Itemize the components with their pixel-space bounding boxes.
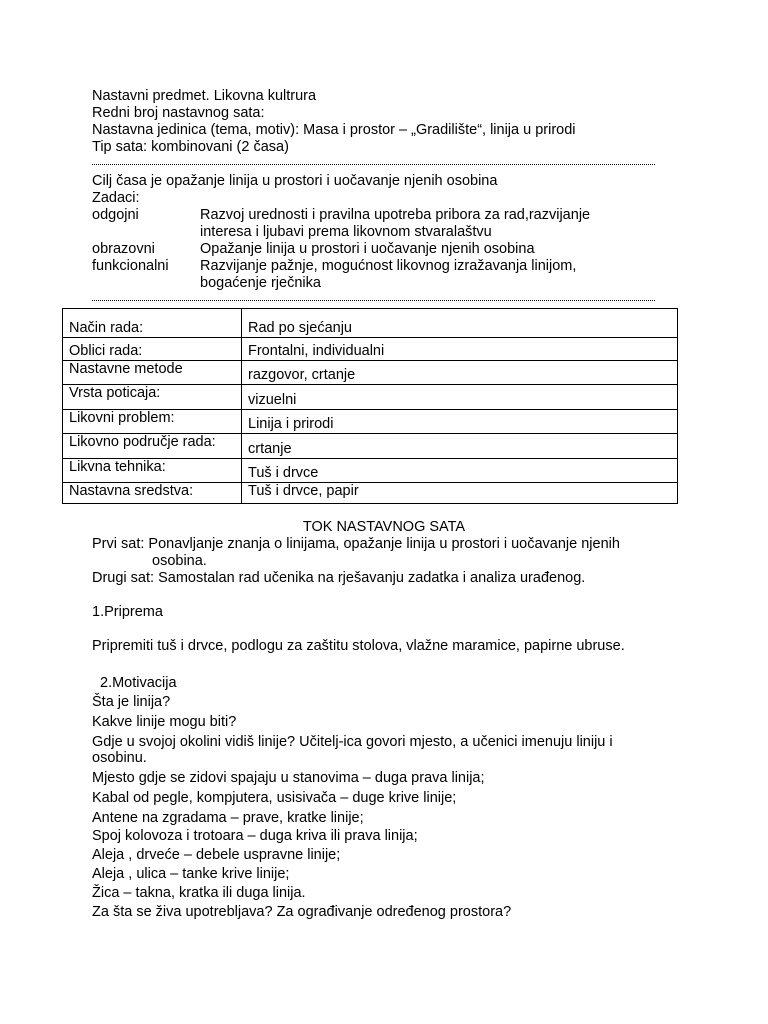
- motivation-line: Gdje u svojoj okolini vidiš linije? Učitelj-ica govori mjesto, a učenici imenuju liniju i: [92, 734, 613, 750]
- motivation-heading: 2.Motivacija: [100, 675, 177, 691]
- table-row: [63, 483, 678, 504]
- table-row: [63, 338, 678, 361]
- motivation-line: Aleja , drveće – debele uspravne linije;: [92, 847, 341, 863]
- dotted-separator: [92, 300, 655, 301]
- table-label: Likovno područje rada:: [63, 434, 242, 459]
- table-label: Nastavna sredstva:: [63, 483, 242, 504]
- table-label: Vrsta poticaja:: [63, 385, 242, 410]
- table-label: Način rada:: [63, 309, 242, 338]
- preparation-text: Pripremiti tuš i drvce, podlogu za zaštitu stolova, vlažne maramice, papirne ubruse.: [92, 638, 625, 654]
- task-text-line: interesa i ljubavi prema likovnom stvaralaštvu: [200, 224, 492, 240]
- task-text-line: Opažanje linija u prostori i uočavanje njenih osobina: [200, 241, 535, 257]
- lesson-type-line: Tip sata: kombinovani (2 časa): [92, 139, 289, 155]
- lesson-number-line: Redni broj nastavnog sata:: [92, 105, 265, 121]
- motivation-line: Kakve linije mogu biti?: [92, 714, 237, 730]
- teaching-unit-line: Nastavna jedinica (tema, motiv): Masa i prostor – „Gradilište“, linija u prirodi: [92, 122, 576, 138]
- table-value: crtanje: [242, 434, 678, 459]
- subject-line: Nastavni predmet. Likovna kultrura: [92, 88, 317, 104]
- table-label: Likovni problem:: [63, 410, 242, 434]
- task-label-functional: funkcionalni: [92, 258, 169, 274]
- table-value: vizuelni: [242, 385, 678, 410]
- table-row: [63, 459, 678, 483]
- table-label: Nastavne metode: [63, 361, 242, 385]
- table-value: Linija i prirodi: [242, 410, 678, 434]
- lesson-flow-title: TOK NASTAVNOG SATA: [302, 519, 466, 535]
- table-value: Tuš i drvce, papir: [242, 483, 678, 504]
- task-text-line: bogaćenje rječnika: [200, 275, 321, 291]
- motivation-line: osobinu.: [92, 750, 147, 766]
- first-hour-line: Prvi sat: Ponavljanje znanja o linijama, opažanje linija u prostori i uočavanje njenih: [92, 536, 620, 552]
- motivation-line: Mjesto gdje se zidovi spajaju u stanovima – duga prava linija;: [92, 770, 485, 786]
- second-hour-line: Drugi sat: Samostalan rad učenika na rješavanju zadatka i analiza urađenog.: [92, 570, 586, 586]
- motivation-line: Žica – takna, kratka ili duga linija.: [92, 885, 306, 901]
- dotted-separator: [92, 164, 655, 165]
- table-value: Rad po sjećanju: [242, 309, 678, 338]
- motivation-line: Kabal od pegle, kompjutera, usisivača – duge krive linije;: [92, 790, 457, 806]
- task-text-line: Razvijanje pažnje, mogućnost likovnog izražavanja linijom,: [200, 258, 577, 274]
- task-label-instructional: obrazovni: [92, 241, 155, 257]
- table-row: [63, 410, 678, 434]
- table-value: Frontalni, individualni: [242, 338, 678, 361]
- task-label-educational: odgojni: [92, 207, 139, 223]
- motivation-line: Šta je linija?: [92, 694, 171, 710]
- table-value: Tuš i drvce: [242, 459, 678, 483]
- table-value: razgovor, crtanje: [242, 361, 678, 385]
- motivation-line: Spoj kolovoza i trotoara – duga kriva ili prava linija;: [92, 828, 418, 844]
- preparation-heading: 1.Priprema: [92, 604, 163, 620]
- table-label: Likvna tehnika:: [63, 459, 242, 483]
- motivation-line: Za šta se živa upotrebljava? Za ograđivanje određenog prostora?: [92, 904, 512, 920]
- tasks-label: Zadaci:: [92, 190, 140, 206]
- lesson-info-table: [62, 308, 678, 504]
- table-row: [63, 385, 678, 410]
- table-row: [63, 361, 678, 385]
- task-text-line: Razvoj urednosti i pravilna upotreba pribora za rad,razvijanje: [200, 207, 591, 223]
- table-row: [63, 309, 678, 338]
- motivation-line: Aleja , ulica – tanke krive linije;: [92, 866, 290, 882]
- table-row: [63, 434, 678, 459]
- first-hour-line: osobina.: [152, 553, 207, 569]
- lesson-goal: Cilj časa je opažanje linija u prostori i uočavanje njenih osobina: [92, 173, 498, 189]
- motivation-line: Antene na zgradama – prave, kratke linije;: [92, 810, 364, 826]
- table-label: Oblici rada:: [63, 338, 242, 361]
